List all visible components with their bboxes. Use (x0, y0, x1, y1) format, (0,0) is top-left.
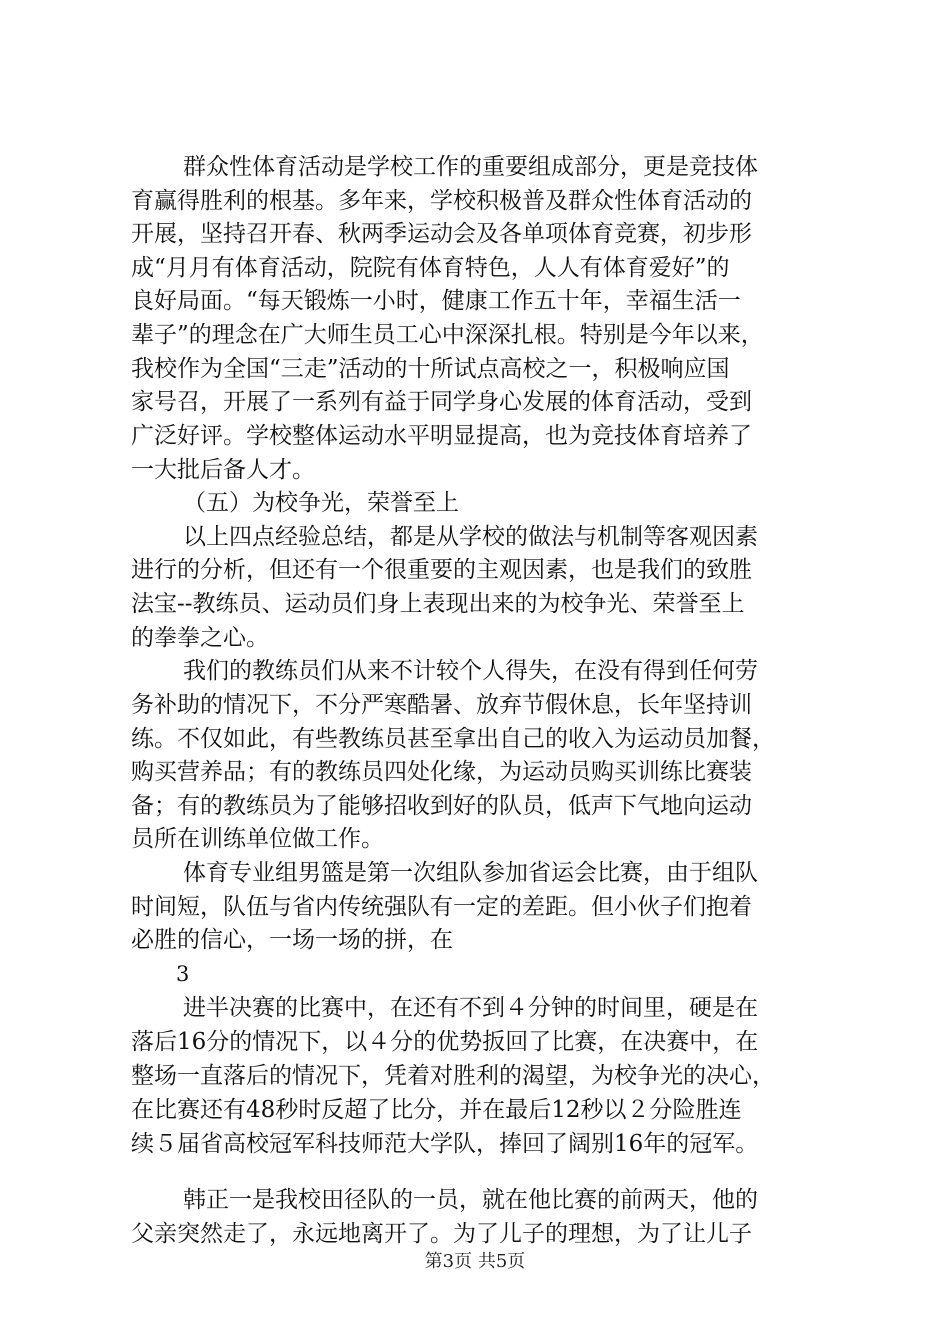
text-line: 以上四点经验总结，都是从学校的做法与机制等客观因素 (183, 524, 758, 550)
text-line: 群众性体育活动是学校工作的重要组成部分，更是竞技体 (183, 154, 758, 180)
text-line: 落后16分的情况下，以４分的优势扳回了比赛，在决赛中，在 (131, 1029, 759, 1055)
text-line: 备；有的教练员为了能够招收到好的队员，低声下气地向运动 (131, 793, 752, 819)
text-line: 务补助的情况下，不分严寒酷暑、放弃节假休息，长年坚持训 (131, 692, 752, 718)
text-line: 员所在训练单位做工作。 (131, 826, 384, 852)
text-line: 一大批后备人才。 (131, 457, 315, 483)
text-line: 家号召，开展了一系列有益于同学身心发展的体育活动，受到 (131, 389, 752, 415)
text-line: 购买营养品；有的教练员四处化缘，为运动员购买训练比赛装 (131, 759, 752, 785)
text-line: 的拳拳之心。 (131, 625, 269, 651)
text-line: 体育专业组男篮是第一次组队参加省运会比赛，由于组队 (183, 860, 758, 886)
text-line: 进行的分析，但还有一个很重要的主观因素，也是我们的致胜 (131, 557, 752, 583)
inline-page-number: 3 (176, 962, 190, 986)
text-line: 续５届省高校冠军科技师范大学队，捧回了阔别16年的冠军。 (131, 1131, 759, 1157)
text-line: 育赢得胜利的根基。多年来，学校积极普及群众性体育活动的 (131, 188, 752, 214)
text-line: 广泛好评。学校整体运动水平明显提高，也为竞技体育培养了 (131, 423, 752, 449)
text-line: 时间短，队伍与省内传统强队有一定的差距。但小伙子们抱着 (131, 894, 752, 920)
page-footer: 第3页 共5页 (424, 1251, 526, 1272)
text-line: 法宝--教练员、运动员们身上表现出来的为校争光、荣誉至上 (131, 591, 745, 617)
text-line: 辈子”的理念在广大师生员工心中深深扎根。特别是今年以来， (131, 322, 764, 348)
text-line: 整场一直落后的情况下，凭着对胜利的渴望，为校争光的决心， (131, 1063, 775, 1089)
text-line: 韩正一是我校田径队的一员，就在他比赛的前两天，他的 (183, 1187, 758, 1213)
text-line: 良好局面。“每天锻炼一小时，健康工作五十年，幸福生活一 (131, 288, 741, 314)
text-line: 父亲突然走了，永远地离开了。为了儿子的理想，为了让儿子 (131, 1221, 752, 1247)
text-line: 我们的教练员们从来不计较个人得失，在没有得到任何劳 (183, 658, 758, 684)
text-line: 开展，坚持召开春、秋两季运动会及各单项体育竞赛，初步形 (131, 221, 752, 247)
text-line: 必胜的信心，一场一场的拼，在 (131, 927, 453, 953)
text-line: 在比赛还有48秒时反超了比分，并在最后12秒以２分险胜连 (131, 1097, 742, 1123)
text-line: 我校作为全国“三走”活动的十所试点高校之一，积极响应国 (131, 356, 730, 382)
section-heading: （五）为校争光，荣誉至上 (183, 490, 459, 516)
text-line: 成“月月有体育活动，院院有体育特色，人人有体育爱好”的 (131, 255, 730, 281)
text-line: 练。不仅如此，有些教练员甚至拿出自己的收入为运动员加餐， (131, 726, 775, 752)
text-line: 进半决赛的比赛中，在还有不到４分钟的时间里，硬是在 (183, 995, 758, 1021)
